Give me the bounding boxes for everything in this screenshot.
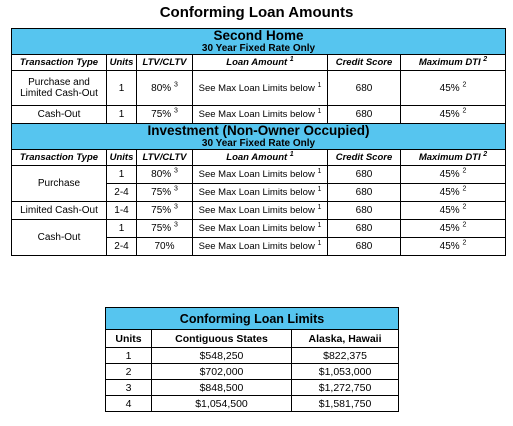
header-transaction-type: Transaction Type [12,150,107,166]
credit-score-cell: 680 [328,238,401,256]
max-dti-cell: 45% $^2$ [401,220,506,238]
units-cell: 1-4 [107,202,137,220]
footnote-marker: 3 [173,107,178,115]
loan-amount-cell: See Max Loan Limits below $^1$ [193,166,328,184]
credit-score-cell: 680 [328,184,401,202]
transaction-type-cell: Limited Cash-Out [12,202,107,220]
footnote-marker: 1 [289,55,294,63]
limits-cell: $1,272,750 [292,380,399,396]
limits-header-cell: Contiguous States [152,330,292,348]
footnote-marker: 2 [462,239,467,247]
second-home-banner-row [12,29,506,55]
units-cell: 1 [107,106,137,124]
table-row [12,71,506,106]
second-home-subtitle: 30 Year Fixed Rate Only [201,43,316,54]
loan-amount-cell: See Max Loan Limits below $^1$ [193,71,328,106]
table-row [106,396,399,412]
header-transaction-type: Transaction Type [12,55,107,71]
footnote-marker: 2 [462,81,467,89]
transaction-type-cell: Purchase [12,166,107,202]
credit-score-cell: 680 [328,166,401,184]
table-row [12,166,506,184]
table-row [12,106,506,124]
footnote-marker: 3 [173,203,178,211]
footnote-marker: 1 [317,107,322,115]
investment-subtitle: 30 Year Fixed Rate Only [201,138,316,149]
limits-cell: $548,250 [152,348,292,364]
header-credit-score: Credit Score [328,55,401,71]
limits-cell: 3 [106,380,152,396]
footnote-marker: 3 [173,221,178,229]
limits-cell: $1,053,000 [292,364,399,380]
footnote-marker: 1 [317,221,322,229]
loan-amount-cell: See Max Loan Limits below $^1$ [193,106,328,124]
footnote-marker: 2 [483,150,488,158]
limits-cell: $1,581,750 [292,396,399,412]
limits-header-cell: Units [106,330,152,348]
footnote-marker: 1 [317,203,322,211]
limits-cell: 4 [106,396,152,412]
footnote-marker: 1 [317,239,322,247]
table-row [106,380,399,396]
table-row [106,364,399,380]
limits-cell: 1 [106,348,152,364]
ltv-cell: 80% $^3$ [137,71,193,106]
credit-score-cell: 680 [328,202,401,220]
limits-cell: $1,054,500 [152,396,292,412]
credit-score-cell: 680 [328,220,401,238]
investment-title: Investment (Non-Owner Occupied) [147,123,370,138]
ltv-cell: 80% $^3$ [137,166,193,184]
footnote-marker: 2 [483,55,488,63]
footnote-marker: 1 [317,185,322,193]
ltv-cell: 70% [137,238,193,256]
footnote-marker: 2 [462,221,467,229]
footnote-marker: 1 [317,167,322,175]
limits-cell: $822,375 [292,348,399,364]
limits-title-row [106,308,399,330]
table-row [12,220,506,238]
limits-cell: $848,500 [152,380,292,396]
investment-banner-row [12,124,506,150]
limits-header-row [106,330,399,348]
units-cell: 1 [107,71,137,106]
footnote-marker: 2 [462,203,467,211]
table-row [106,348,399,364]
footnote-marker: 2 [462,107,467,115]
max-dti-cell: 45% $^2$ [401,184,506,202]
limits-cell: $702,000 [152,364,292,380]
max-dti-cell: 45% $^2$ [401,166,506,184]
footnote-marker: 2 [462,167,467,175]
header-units: Units [107,150,137,166]
investment-banner [12,124,506,150]
footnote-marker: 1 [317,81,322,89]
footnote-marker: 2 [462,185,467,193]
loan-amounts-table [11,28,506,256]
column-header-row [12,150,506,166]
units-cell: 1 [107,220,137,238]
credit-score-cell: 680 [328,106,401,124]
table-row [12,202,506,220]
header-units: Units [107,55,137,71]
transaction-type-cell: Cash-Out [12,220,107,256]
loan-amount-cell: See Max Loan Limits below $^1$ [193,220,328,238]
ltv-cell: 75% $^3$ [137,106,193,124]
footnote-marker: 3 [173,185,178,193]
limits-cell: 2 [106,364,152,380]
loan-amount-cell: See Max Loan Limits below $^1$ [193,202,328,220]
transaction-type-cell: Purchase and Limited Cash-Out [12,71,107,106]
header-credit-score: Credit Score [328,150,401,166]
max-dti-cell: 45% $^2$ [401,71,506,106]
header-maximum-dti: Maximum DTI $^2$ [401,55,506,71]
limits-header-cell: Alaska, Hawaii [292,330,399,348]
ltv-cell: 75% $^3$ [137,184,193,202]
column-header-row [12,55,506,71]
footnote-marker: 1 [289,150,294,158]
units-cell: 1 [107,166,137,184]
max-dti-cell: 45% $^2$ [401,106,506,124]
header-ltv-cltv: LTV/CLTV [137,150,193,166]
second-home-banner [12,29,506,55]
max-dti-cell: 45% $^2$ [401,238,506,256]
transaction-type-cell: Cash-Out [12,106,107,124]
header-loan-amount: Loan Amount $^1$ [193,150,328,166]
ltv-cell: 75% $^3$ [137,202,193,220]
max-dti-cell: 45% $^2$ [401,202,506,220]
credit-score-cell: 680 [328,71,401,106]
loan-amount-cell: See Max Loan Limits below $^1$ [193,238,328,256]
footnote-marker: 3 [173,81,178,89]
second-home-title: Second Home [213,28,304,43]
header-maximum-dti: Maximum DTI $^2$ [401,150,506,166]
units-cell: 2-4 [107,238,137,256]
limits-title: Conforming Loan Limits [106,308,399,330]
loan-amount-cell: See Max Loan Limits below $^1$ [193,184,328,202]
loan-limits-table [105,307,399,412]
footnote-marker: 3 [173,167,178,175]
units-cell: 2-4 [107,184,137,202]
header-loan-amount: Loan Amount $^1$ [193,55,328,71]
header-ltv-cltv: LTV/CLTV [137,55,193,71]
ltv-cell: 75% $^3$ [137,220,193,238]
page-title: Conforming Loan Amounts [159,4,354,21]
